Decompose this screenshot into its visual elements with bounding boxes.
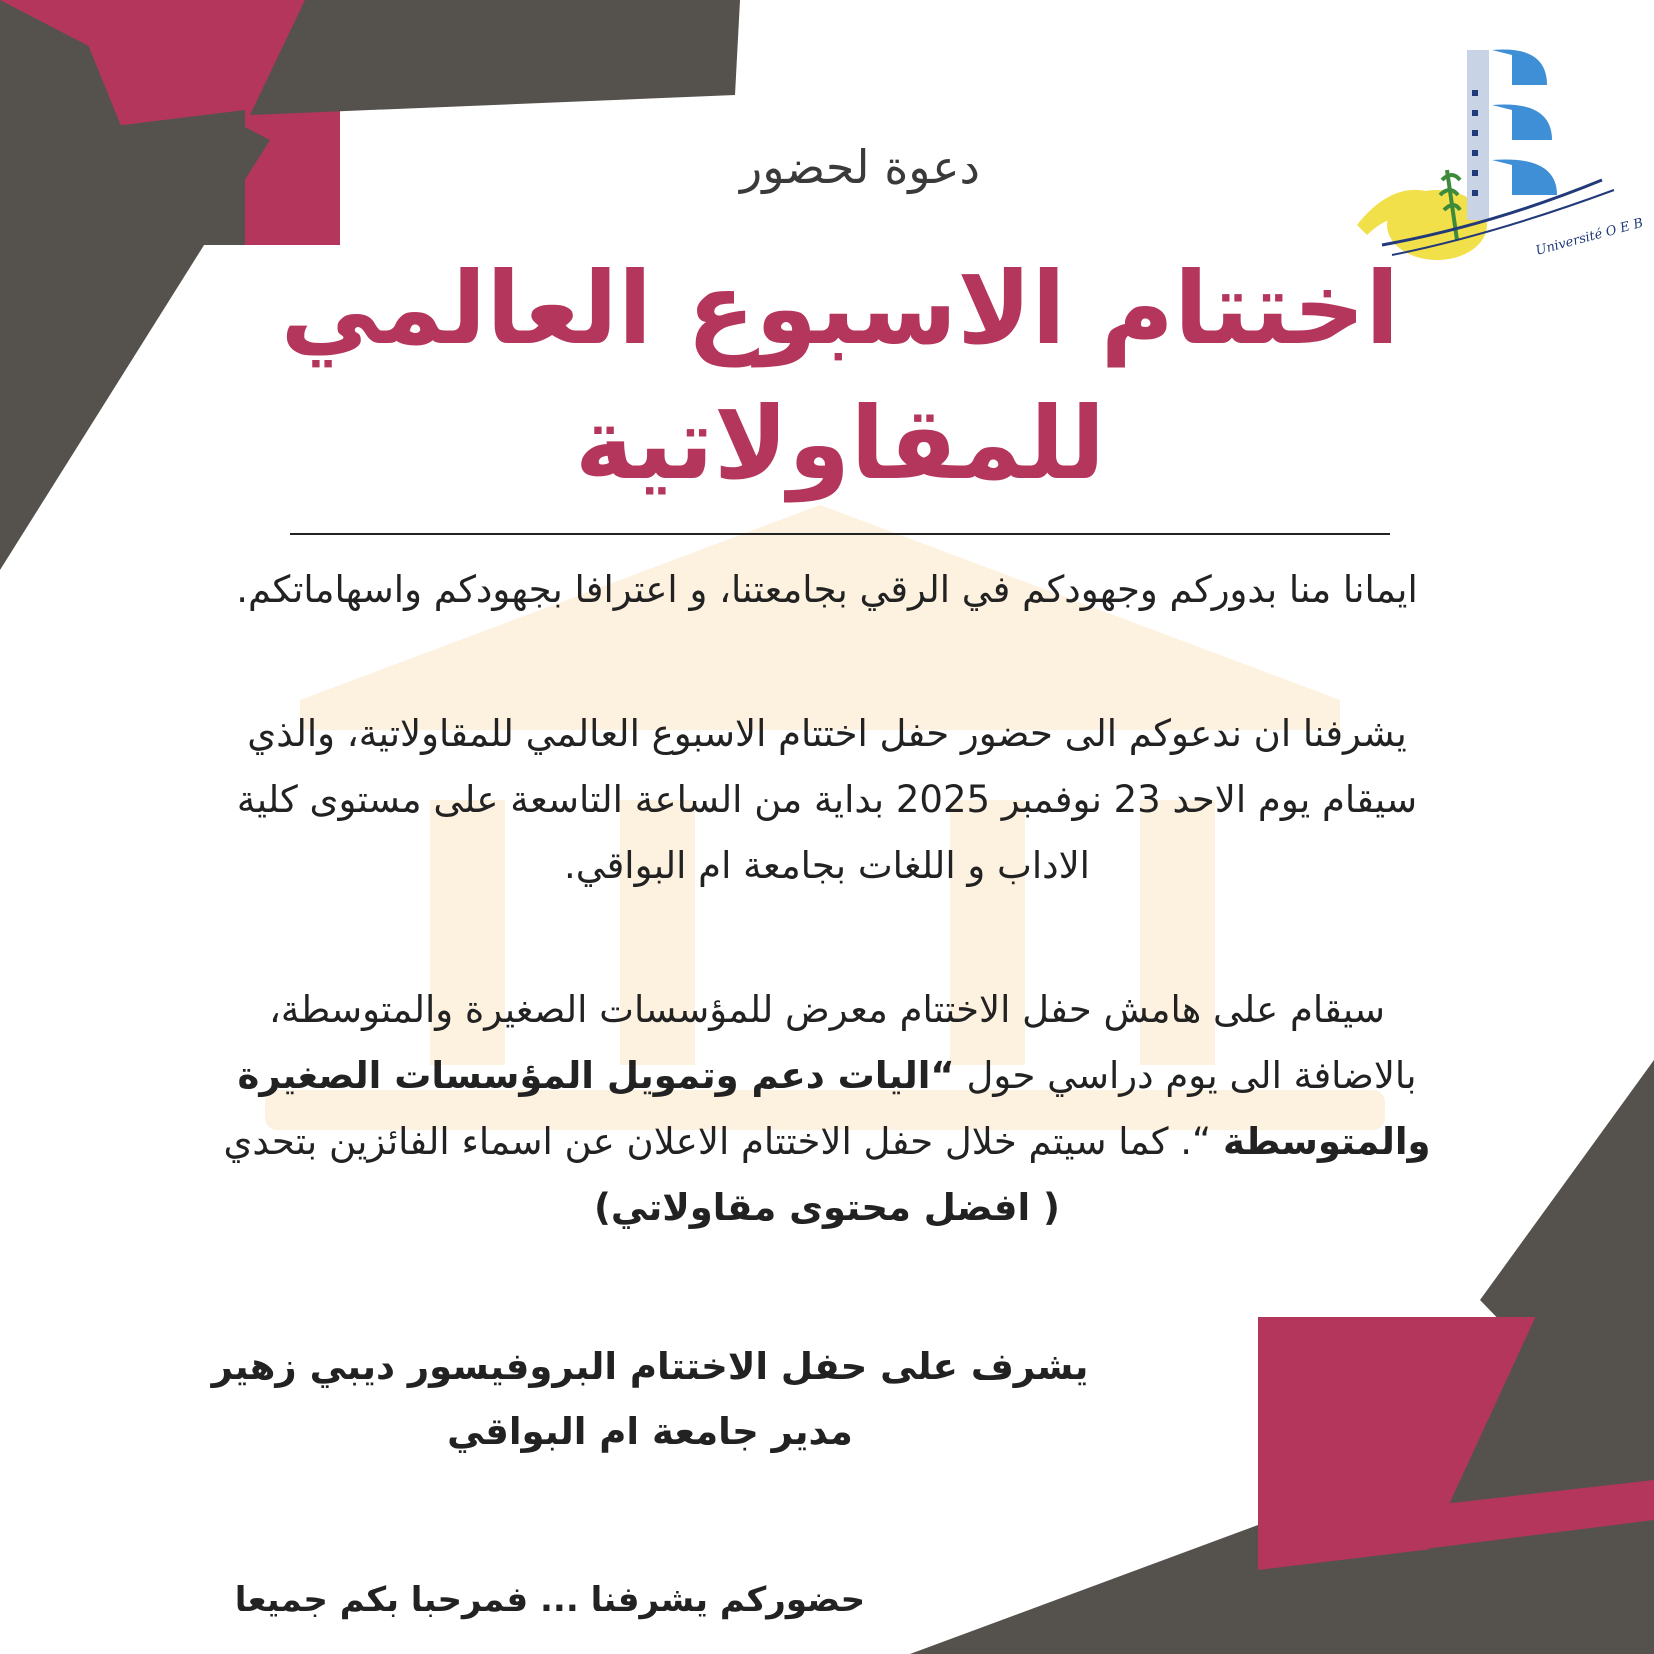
paragraph-2-line1: يشرفنا ان ندعوكم الى حضور حفل اختتام الاسبوع العالمي للمقاولاتية، والذي <box>247 712 1407 755</box>
paragraph-3-line3-text: “. كما سيتم خلال حفل الاختتام الاعلان عن اسماء الفائزين بتحدي <box>223 1120 1223 1163</box>
title-divider <box>290 533 1390 535</box>
university-logo <box>1352 30 1645 270</box>
paragraph-1: ايمانا منا بدوركم وجهودكم في الرقي بجامعتنا، و اعترافا بجهودكم واسهاماتكم. <box>236 568 1418 611</box>
seminar-title-part1: “اليات دعم وتمويل المؤسسات الصغيرة <box>237 1054 955 1097</box>
event-title-line1: اختتام الاسبوع العالمي <box>280 250 1400 367</box>
paragraph-3-line1: سيقام على هامش حفل الاختتام معرض للمؤسسات الصغيرة والمتوسطة، <box>268 988 1386 1031</box>
challenge-name: ( افضل محتوى مقاولاتي) <box>594 1186 1060 1229</box>
paragraph-2-line2: سيقام يوم الاحد 23 نوفمبر 2025 بداية من الساعة التاسعة على مستوى كلية <box>236 778 1418 821</box>
invitation-heading: دعوة لحضور <box>740 140 980 194</box>
paragraph-3-line3 <box>50 1120 1604 1163</box>
signature-line1: يشرف على حفل الاختتام البروفيسور ديبي زهير <box>211 1345 1089 1388</box>
paragraph-3-line2-text: بالاضافة الى يوم دراسي حول <box>954 1054 1417 1097</box>
signature-line2: مدير جامعة ام البواقي <box>447 1410 853 1453</box>
paragraph-2-line3: الاداب و اللغات بجامعة ام البواقي. <box>564 844 1090 887</box>
paragraph-3-line2 <box>50 1054 1604 1097</box>
logo-latin-text: Université O E B <box>1534 215 1645 259</box>
closing-line: حضوركم يشرفنا ... فمرحبا بكم جميعا <box>234 1580 866 1620</box>
event-title-line2: للمقاولاتية <box>574 385 1106 502</box>
seminar-title-part2: والمتوسطة <box>1222 1120 1431 1163</box>
